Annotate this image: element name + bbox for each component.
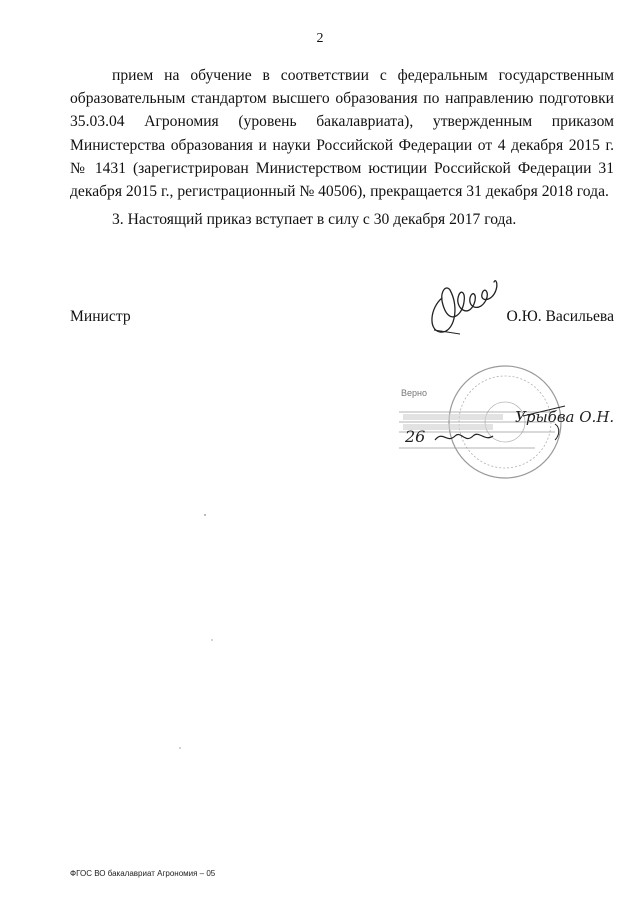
document-footer: ФГОС ВО бакалавриат Агрономия – 05 (70, 869, 216, 878)
stamp-label: Верно (401, 388, 427, 398)
stamp-day: 26 (405, 427, 426, 446)
document-body (70, 64, 614, 231)
signatory-title: Министр (70, 308, 131, 325)
paragraph-1: прием на обучение в соответствии с федеральным государственным образовательным стандартом высшего образования по направлению подготовки 35.03.04 Агрономия (уровень бакалавриата), утвержденным приказом Министерства образования и науки Российской Федерации от 4 декабря 2015 г. № 1431 (зарегистрирован Министерством юстиции Российской Федерации 31 декабря 2015 г., регистрационный № 40506), прекращается 31 декабря 2018 года. (70, 67, 614, 201)
handwritten-signature (420, 268, 520, 348)
certification-stamp (395, 360, 625, 480)
page-number: 2 (316, 31, 324, 46)
signatory-name: О.Ю. Васильева (506, 308, 614, 325)
paragraph-2: 3. Настоящий приказ вступает в силу с 30 декабря 2017 года. (112, 211, 517, 229)
stamp-seal-icon (395, 360, 625, 480)
signature-block (70, 308, 614, 338)
stamp-signer: Урыбва О.Н. (515, 408, 615, 426)
